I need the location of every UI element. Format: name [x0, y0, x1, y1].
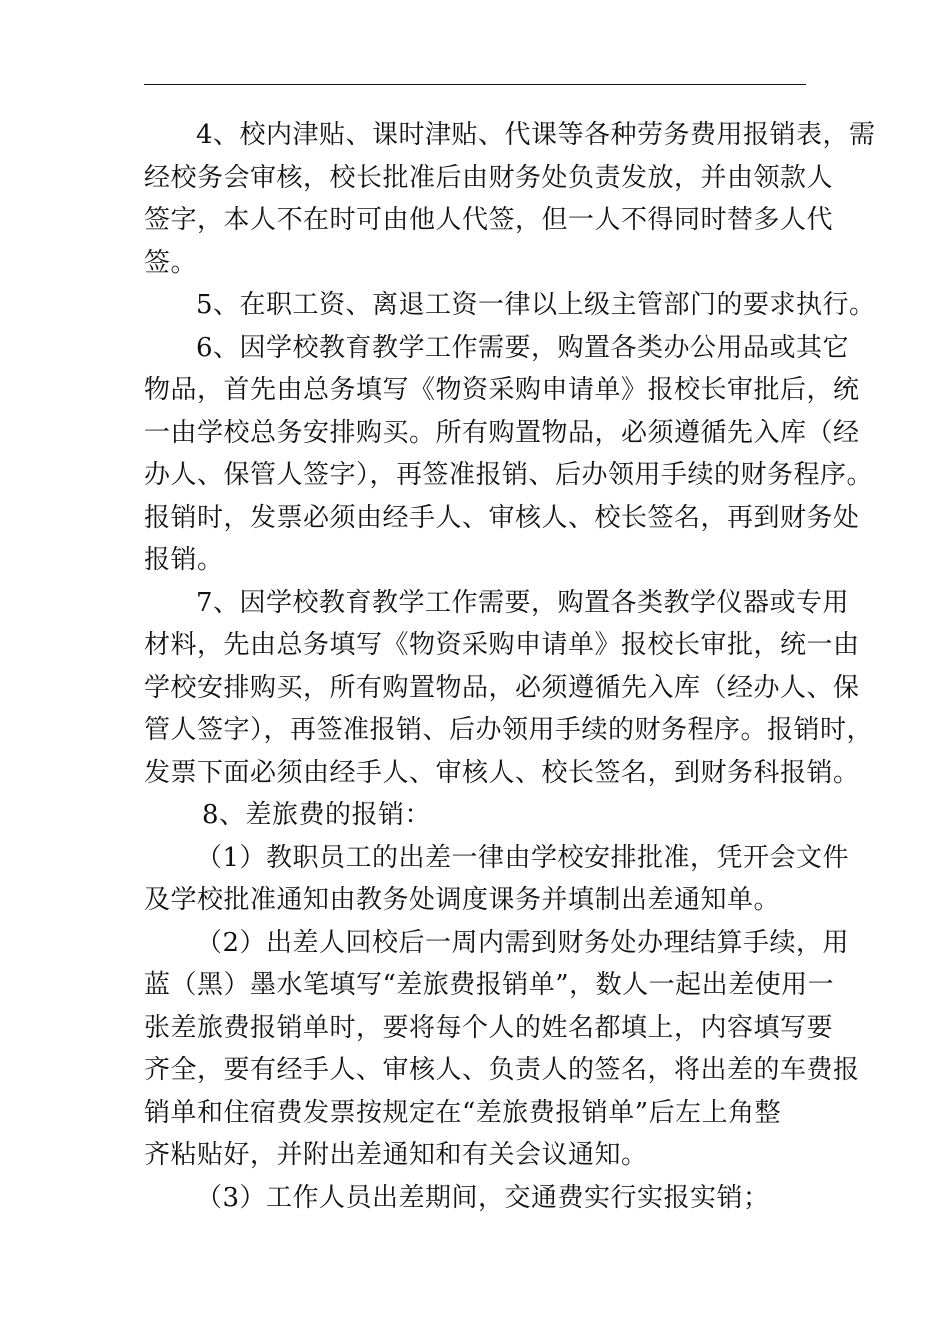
- paragraph-4-line-2: 经校务会审核，校长批准后由财务处负责发放，并由领款人: [144, 162, 834, 193]
- paragraph-5-line-1: 5、在职工资、离退工资一律以上级主管部门的要求执行。: [196, 290, 876, 320]
- paragraph-4-line-4: 签。: [144, 247, 198, 278]
- item-3-line-1: （3）工作人员出差期间，交通费实行实报实销；: [196, 1182, 770, 1213]
- paragraph-6-line-1: 6、因学校教育教学工作需要，购置各类办公用品或其它: [196, 332, 850, 363]
- document-body: [144, 114, 876, 1219]
- item-1-line-1: （1）教职员工的出差一律由学校安排批准，凭开会文件: [196, 842, 850, 873]
- paragraph-6-line-4: 办人、保管人签字），再签准报销、后办领用手续的财务程序。: [144, 460, 874, 490]
- item-2-line-2: 蓝（黑）墨水笔填写“差旅费报销单”，数人一起出差使用一: [144, 970, 835, 1000]
- item-2-line-4: 齐全，要有经手人、审核人、负责人的签名，将出差的车费报: [144, 1055, 860, 1085]
- header-rule: [144, 84, 806, 85]
- paragraph-7-line-4: 管人签字），再签准报销、后办领用手续的财务程序。报销时，: [144, 715, 874, 745]
- item-2-line-1: （2）出差人回校后一周内需到财务处办理结算手续，用: [196, 927, 850, 958]
- paragraph-8-heading: 8、差旅费的报销：: [202, 800, 432, 830]
- paragraph-6-line-3: 一由学校总务安排购买。所有购置物品，必须遵循先入库（经: [144, 417, 860, 448]
- paragraph-4-line-1: 4、校内津贴、课时津贴、代课等各种劳务费用报销表，需: [196, 120, 876, 150]
- paragraph-7-line-3: 学校安排购买，所有购置物品，必须遵循先入库（经办人、保: [144, 672, 860, 703]
- paragraph-7-line-1: 7、因学校教育教学工作需要，购置各类教学仪器或专用: [196, 587, 850, 618]
- item-2-line-3: 张差旅费报销单时，要将每个人的姓名都填上，内容填写要: [144, 1012, 834, 1043]
- paragraph-7-line-5: 发票下面必须由经手人、审核人、校长签名，到财务科报销。: [144, 757, 860, 788]
- paragraph-4-line-3: 签字，本人不在时可由他人代签，但一人不得同时替多人代: [144, 205, 834, 235]
- paragraph-7-line-2: 材料，先由总务填写《物资采购申请单》报校长审批，统一由: [144, 630, 860, 660]
- item-2-line-6: 齐粘贴好，并附出差通知和有关会议通知。: [144, 1140, 648, 1170]
- paragraph-6-line-2: 物品，首先由总务填写《物资采购申请单》报校长审批后，统: [144, 375, 860, 405]
- paragraph-6-line-6: 报销。: [144, 545, 224, 575]
- item-2-line-5: 销单和住宿费发票按规定在“差旅费报销单”后左上角整: [144, 1097, 782, 1128]
- item-1-line-2: 及学校批准通知由教务处调度课务并填制出差通知单。: [144, 885, 781, 915]
- paragraph-6-line-5: 报销时，发票必须由经手人、审核人、校长签名，再到财务处: [144, 502, 860, 533]
